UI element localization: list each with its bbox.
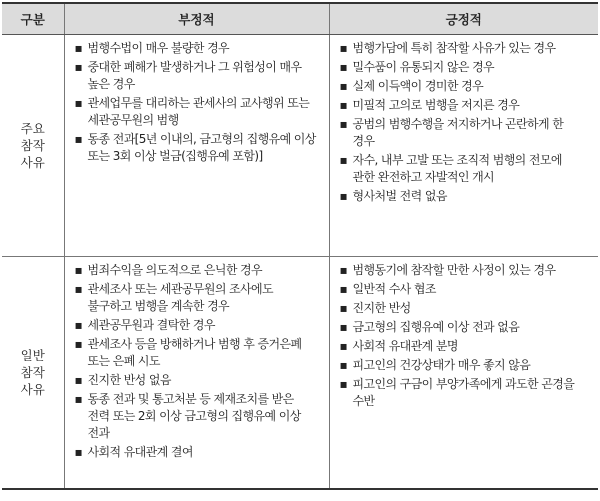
list-item: ▪ 진지한 반성 (340, 300, 587, 317)
header-positive: 긍정적 (329, 3, 598, 35)
list-item: ▪ 동종 전과[5년 이내의, 금고형의 집행유예 이상 또는 3회 이상 벌금(집행유예 포함)] (75, 131, 317, 165)
list-item: ▪ 사회적 유대관계 분명 (340, 338, 587, 355)
list-item: ▪ 미필적 고의로 범행을 저지른 경우 (340, 97, 587, 114)
list-item: ▪ 피고인의 구금이 부양가족에게 과도한 곤경을 수반 (340, 376, 587, 410)
list-item: ▪ 피고인의 건강상태가 매우 좋지 않음 (340, 357, 587, 374)
table-row-major (2, 35, 598, 257)
category-line: 주요 (20, 121, 45, 136)
list-item: ▪ 범행동기에 참작할 만한 사정이 있는 경우 (340, 262, 587, 279)
list-item: ▪ 사회적 유대관계 결여 (75, 444, 317, 461)
table-row-general (2, 257, 598, 489)
list-item: ▪ 관세조사 또는 세관공무원의 조사에도 불구하고 범행을 계속한 경우 (75, 281, 317, 315)
category-line: 일반 (20, 347, 45, 363)
list-item: ▪ 관세업무를 대리하는 관세사의 교사행위 또는 세관공무원의 범행 (75, 95, 317, 129)
positive-list-general (330, 257, 599, 418)
negative-cell-major (64, 35, 329, 257)
category-cell-major (2, 35, 64, 257)
negative-list-major (65, 35, 329, 173)
category-cell-general (2, 257, 64, 489)
list-item: ▪ 일반적 수사 협조 (340, 281, 587, 298)
list-item: ▪ 중대한 폐해가 발생하거나 그 위험성이 매우 높은 경우 (75, 59, 317, 93)
category-line: 사유 (20, 155, 45, 170)
positive-list-major (330, 35, 599, 213)
list-item: ▪ 범행가담에 특히 참작할 사유가 있는 경우 (340, 40, 587, 57)
category-line: 사유 (20, 381, 45, 397)
list-item: ▪ 실제 이득액이 경미한 경우 (340, 78, 587, 95)
list-item: ▪ 자수, 내부 고발 또는 조직적 범행의 전모에 관한 완전하고 자발적인 개시 (340, 152, 587, 186)
negative-cell-general (64, 257, 329, 489)
category-line: 참작 (20, 138, 45, 153)
positive-cell-major (329, 35, 598, 257)
list-item: ▪ 세관공무원과 결탁한 경우 (75, 317, 317, 334)
list-item: ▪ 금고형의 집행유예 이상 전과 없음 (340, 319, 587, 336)
header-row (2, 3, 598, 35)
list-item: ▪ 공범의 범행수행을 저지하거나 곤란하게 한 경우 (340, 116, 587, 150)
list-item: ▪ 형사처벌 전력 없음 (340, 188, 587, 205)
category-line: 참작 (20, 364, 45, 380)
list-item: ▪ 동종 전과 및 통고처분 등 제재조치를 받은 전력 또는 2회 이상 금고형의 집행유예 이상 전과 (75, 391, 317, 442)
header-category: 구분 (2, 3, 64, 35)
header-negative: 부정적 (64, 3, 329, 35)
sentencing-factors-table (2, 2, 598, 490)
list-item: ▪ 관세조사 등을 방해하거나 범행 후 증거은폐 또는 은폐 시도 (75, 336, 317, 370)
list-item: ▪ 밀수품이 유통되지 않은 경우 (340, 59, 587, 76)
list-item: ▪ 범행수법이 매우 불량한 경우 (75, 40, 317, 57)
negative-list-general (65, 257, 329, 469)
positive-cell-general (329, 257, 598, 489)
list-item: ▪ 범죄수익을 의도적으로 은닉한 경우 (75, 262, 317, 279)
list-item: ▪ 진지한 반성 없음 (75, 372, 317, 389)
sentencing-factors-table-frame (2, 2, 598, 497)
